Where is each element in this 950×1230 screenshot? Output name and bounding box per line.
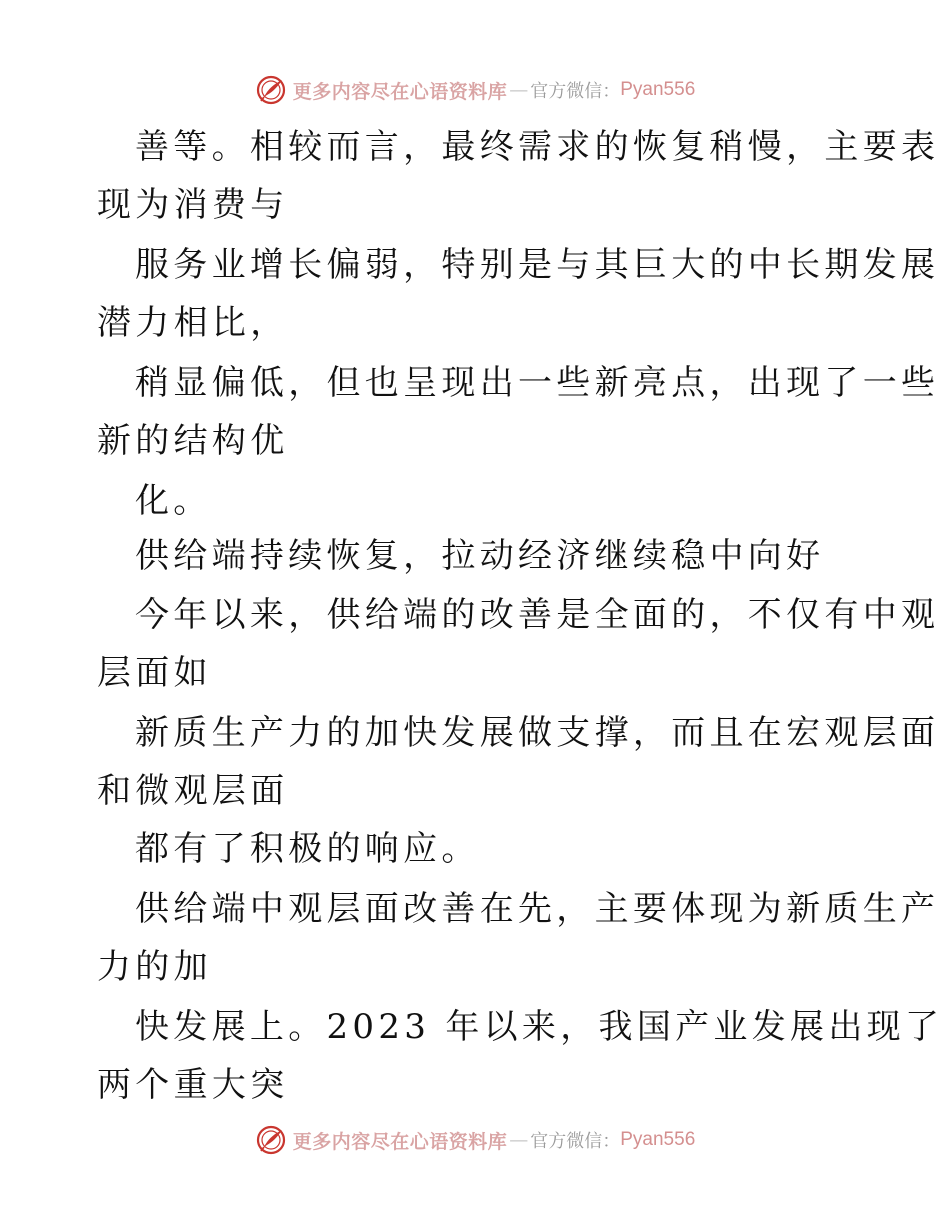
text-line: 服务业增长偏弱，特别是与其巨大的中长期发展 [135,245,940,285]
text-line: 快发展上。2023 年以来，我国产业发展出现了 [135,1007,944,1047]
text-line: 今年以来，供给端的改善是全面的，不仅有中观 [135,595,940,635]
text-line: 稍显偏低，但也呈现出一些新亮点，出现了一些 [135,363,940,403]
text-line: 层面如 [97,653,212,693]
text-line: 潜力相比， [97,303,289,343]
footer-banner [0,1120,950,1160]
feather-seal-logo-icon [255,1124,287,1156]
banner-separator: — [509,79,529,101]
text-line: 化。 [135,481,212,521]
text-line: 供给端持续恢复，拉动经济继续稳中向好 [135,536,825,576]
banner-contact-id: Pyan556 [620,1129,696,1150]
text-line: 都有了积极的响应。 [135,829,480,869]
banner-contact-id: Pyan556 [620,79,696,100]
text-line: 新的结构优 [97,421,289,461]
banner-title: 更多内容尽在心语资料库 [292,1130,508,1153]
text-line: 现为消费与 [97,185,289,225]
text-line: 两个重大突 [97,1065,289,1105]
text-line: 新质生产力的加快发展做支撑，而且在宏观层面 [135,713,940,753]
text-line: 善等。相较而言，最终需求的恢复稍慢，主要表 [135,127,940,167]
text-line: 和微观层面 [97,771,289,811]
text-line: 力的加 [97,947,212,987]
banner-contact-label: 官方微信： [530,1131,621,1152]
banner-title: 更多内容尽在心语资料库 [292,80,508,103]
text-line: 供给端中观层面改善在先，主要体现为新质生产 [135,889,940,929]
banner-separator: — [509,1129,529,1151]
banner-contact-label: 官方微信： [530,81,621,102]
